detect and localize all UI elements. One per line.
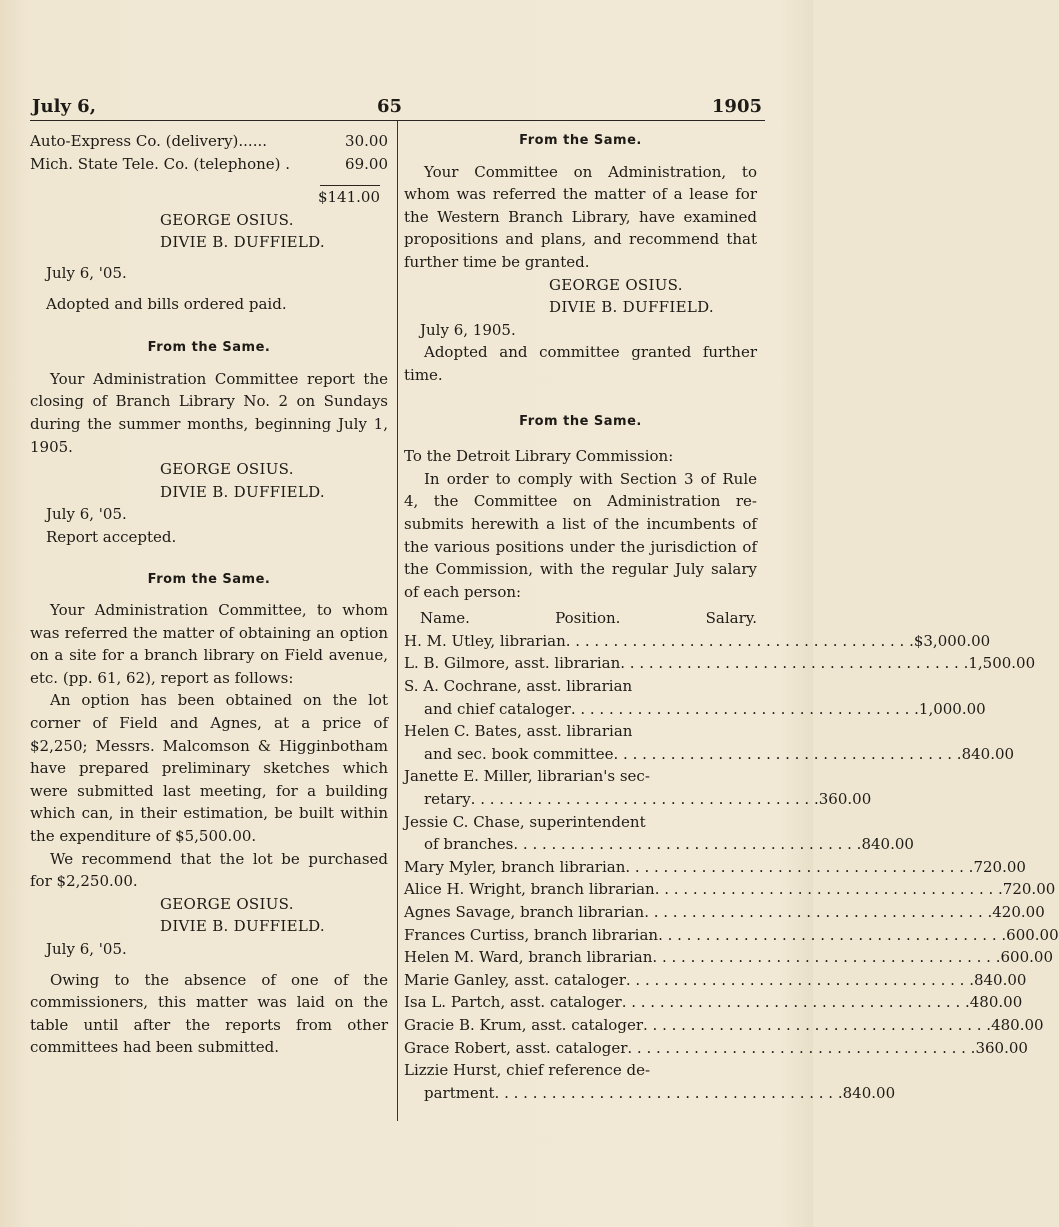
salary-row-label: Agnes Savage, branch librarian — [404, 903, 645, 921]
salary-row-amount: 360.00 — [818, 790, 872, 809]
right-column — [404, 130, 1059, 1104]
salary-row — [404, 788, 872, 811]
section-heading: From the Same. — [519, 133, 642, 148]
salary-row-label: Isa L. Partch, asst. cataloger — [404, 993, 622, 1012]
salary-row-label: of branches — [424, 835, 514, 854]
leader-dots: . . . . . . . . . . . . . . . . . . . . . . . . . . . . . . . . . . . . . — [644, 903, 993, 921]
salary-row — [404, 991, 1023, 1014]
salary-row — [404, 1037, 1028, 1060]
salary-row-label: Alice H. Wright, branch librarian — [404, 880, 655, 899]
salary-row — [404, 1082, 896, 1105]
salary-row-label: H. M. Utley, librarian — [404, 631, 566, 650]
signature: GEORGE OSIUS. — [160, 460, 294, 479]
salary-row-amount: 720.00 — [973, 857, 1026, 876]
salary-row-amount: 840.00 — [842, 1083, 896, 1102]
bill-row-label: Auto-Express Co. (delivery)...... — [30, 132, 268, 150]
salary-row — [404, 924, 1059, 947]
leader-dots: . . . . . . . . . . . . . . . . . . . . . . . . . . . . . . . . . . . . . — [570, 699, 919, 718]
salary-row-label: L. B. Gilmore, asst. librarian — [404, 654, 621, 673]
salutation: To the Detroit Library Commission: — [404, 447, 674, 466]
report-date: July 6, 1905. — [420, 320, 516, 339]
salary-row — [404, 969, 1027, 992]
salary-row-amount: 840.00 — [973, 970, 1027, 989]
leader-dots: . . . . . . . . . . . . . . . . . . . . . . . . . . . . . . . . . . . . . — [625, 970, 974, 989]
leader-dots: . . . . . . . . . . . . . . . . . . . . . . . . . . . . . . . . . . . . . — [621, 993, 970, 1012]
salary-row-label: Mary Myler, branch librarian — [404, 857, 626, 876]
salary-row — [404, 743, 1015, 766]
bill-row-label: Mich. State Tele. Co. (telephone) . — [30, 154, 291, 173]
leader-dots: . . . . . . . . . . . . . . . . . . . . . . . . . . . . . . . . . . . . . — [654, 880, 1003, 899]
salary-row — [404, 1014, 1044, 1037]
salary-row-amount: 480.00 — [969, 993, 1023, 1012]
signature: GEORGE OSIUS. — [160, 894, 294, 913]
resolution: Report accepted. — [46, 527, 177, 546]
column-header-name: Name. — [420, 609, 470, 628]
leader-dots — [290, 153, 345, 176]
paragraph: We recommend that the lot be purchased for $2,250.00. — [30, 849, 388, 891]
salary-row — [404, 630, 991, 653]
report-date: July 6, '05. — [46, 505, 127, 524]
leader-dots: . . . . . . . . . . . . . . . . . . . . . . . . . . . . . . . . . . . . . — [513, 835, 862, 854]
salary-row-label: Gracie B. Krum, asst. cataloger — [404, 1015, 643, 1034]
salary-row-amount: 840.00 — [961, 744, 1015, 763]
salary-entry-label: Janette E. Miller, librarian's sec- — [404, 767, 650, 786]
paragraph: Owing to the absence of one of the commissioners, this matter was laid on the table until after the reports from other committees had been submitted. — [30, 970, 388, 1057]
salary-row-label: Helen M. Ward, branch librarian — [404, 948, 653, 967]
salary-row — [404, 901, 1045, 924]
running-header — [32, 96, 762, 120]
section-heading: From the Same. — [147, 571, 271, 587]
salary-row — [404, 698, 986, 721]
signature: GEORGE OSIUS. — [160, 210, 294, 229]
paragraph: In order to comply with Section 3 of Rule 4, the Committee on Administration re-submits herewith a list of the incumbents of the various positions under the jurisdiction of the Commission, with the regular July salary of each person: — [404, 469, 757, 601]
resolution: Adopted and bills ordered paid. — [46, 294, 287, 313]
salary-row-label: retary — [424, 790, 471, 809]
resolution: Adopted and committee granted further time. — [404, 343, 757, 384]
salary-row-amount: 360.00 — [975, 1038, 1028, 1057]
salary-row-amount: 1,000.00 — [918, 699, 986, 718]
salary-row-amount: 480.00 — [991, 1015, 1044, 1034]
salary-row-amount: 600.00 — [1006, 925, 1059, 944]
paragraph: Your Administration Committee report the closing of Branch Library No. 2 on Sundays during the summer months, beginning July 1, 1905. — [30, 369, 388, 456]
bill-row-amount: 30.00 — [345, 132, 388, 150]
salary-row-label: Frances Curtiss, branch librarian — [404, 925, 659, 944]
report-date: July 6, '05. — [46, 940, 127, 958]
salary-entry-label: S. A. Cochrane, asst. librarian — [404, 677, 633, 696]
salary-row-amount: 720.00 — [1002, 880, 1056, 899]
leader-dots: . . . . . . . . . . . . . . . . . . . . . . . . . . . . . . . . . . . . . — [627, 1038, 976, 1057]
leader-dots: . . . . . . . . . . . . . . . . . . . . . . . . . . . . . . . . . . . . . — [620, 654, 969, 673]
salary-row — [404, 878, 1056, 901]
column-header-salary: Salary. — [705, 609, 757, 628]
paragraph: Your Administration Committee, to whom was referred the matter of obtaining an option on a site for a branch library on Field avenue, etc. (pp. 61, 62), report as follows: — [30, 601, 388, 687]
table-header — [404, 607, 757, 630]
report-date: July 6, '05. — [46, 263, 127, 282]
salary-row-label: Marie Ganley, asst. cataloger — [404, 970, 626, 989]
salary-table — [404, 630, 1059, 1104]
salary-row-amount: 600.00 — [1000, 948, 1053, 967]
bill-row — [30, 130, 388, 153]
leader-dots: . . . . . . . . . . . . . . . . . . . . . . . . . . . . . . . . . . . . . — [643, 1015, 992, 1034]
salary-row-amount: 420.00 — [992, 903, 1045, 921]
bills-list — [30, 130, 388, 175]
section-heading: From the Same. — [519, 413, 642, 429]
signature: GEORGE OSIUS. — [549, 275, 683, 294]
bill-row-amount: 69.00 — [345, 154, 388, 173]
paragraph: An option has been obtained on the lot corner of Field and Agnes, at a price of $2,250; Messrs. Malcomson & Higginbotham have prepared preliminary sketches which were submitted last meeting, for a building which can, in their estimation, be built within the expenditure of $5,500.00. — [30, 691, 388, 846]
signature: DIVIE B. DUFFIELD. — [160, 233, 325, 252]
leader-dots: . . . . . . . . . . . . . . . . . . . . . . . . . . . . . . . . . . . . . — [494, 1083, 843, 1102]
bills-total: $141.00 — [317, 188, 380, 207]
leader-dots: . . . . . . . . . . . . . . . . . . . . . . . . . . . . . . . . . . . . . — [652, 948, 1001, 967]
header-date: July 6, — [32, 96, 96, 117]
salary-row — [404, 856, 1026, 879]
salary-row-label: and sec. book committee — [424, 744, 614, 763]
signature: DIVIE B. DUFFIELD. — [160, 917, 325, 936]
salary-row-amount: $3,000.00 — [913, 631, 991, 650]
leader-dots: . . . . . . . . . . . . . . . . . . . . . . . . . . . . . . . . . . . . . — [470, 790, 819, 809]
salary-entry-label: Helen C. Bates, asst. librarian — [404, 722, 633, 741]
leader-dots — [267, 130, 345, 153]
salary-row-amount: 840.00 — [861, 835, 914, 854]
bill-row — [30, 153, 388, 176]
column-divider — [397, 121, 398, 1121]
signature: DIVIE B. DUFFIELD. — [549, 298, 714, 317]
salary-entry-label: Jessie C. Chase, superintendent — [404, 812, 646, 831]
salary-row — [404, 833, 914, 856]
leader-dots: . . . . . . . . . . . . . . . . . . . . . . . . . . . . . . . . . . . . . — [565, 631, 914, 650]
column-header-position: Position. — [555, 609, 621, 628]
signature: DIVIE B. DUFFIELD. — [160, 482, 325, 501]
leader-dots: . . . . . . . . . . . . . . . . . . . . . . . . . . . . . . . . . . . . . — [613, 744, 962, 763]
salary-row-label: and chief cataloger — [424, 699, 571, 718]
left-column — [30, 130, 388, 1059]
salary-row — [404, 652, 1036, 675]
header-year: 1905 — [711, 96, 762, 117]
salary-row-amount: 1,500.00 — [968, 654, 1036, 673]
salary-row-label: partment — [424, 1083, 495, 1102]
page-number: 65 — [377, 96, 403, 117]
salary-entry-label: Lizzie Hurst, chief reference de- — [404, 1061, 651, 1080]
leader-dots: . . . . . . . . . . . . . . . . . . . . . . . . . . . . . . . . . . . . . — [625, 857, 974, 876]
salary-row — [404, 946, 1053, 969]
leader-dots: . . . . . . . . . . . . . . . . . . . . . . . . . . . . . . . . . . . . . — [658, 925, 1007, 944]
salary-row-label: Grace Robert, asst. cataloger — [404, 1038, 628, 1057]
paragraph: Your Committee on Administration, to whom was referred the matter of a lease for the Western Branch Library, have examined propositions and plans, and recommend that further time be granted. — [404, 162, 757, 271]
section-heading: From the Same. — [147, 340, 271, 356]
